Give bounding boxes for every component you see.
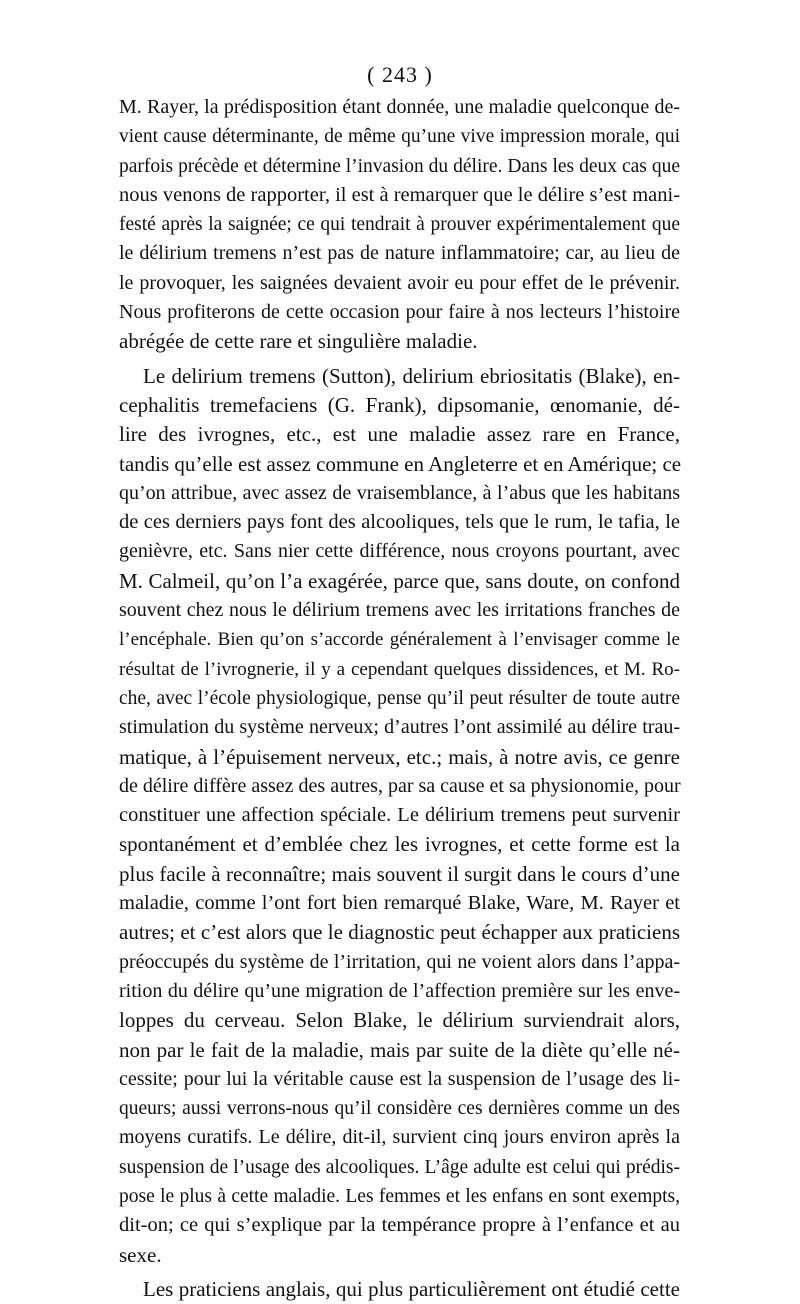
text-line: plus facile à reconnaître; mais souvent il surgit dans le cours d’une bbox=[119, 861, 680, 886]
text-line: souvent chez nous le délirium tremens avec les irritations franches de bbox=[119, 599, 680, 622]
text-line: spontanément et d’emblée chez les ivrognes, et cette forme est la bbox=[119, 832, 680, 857]
text-line: M. Rayer, la prédisposition étant donnée, une maladie quelconque de- bbox=[119, 96, 680, 118]
text-line: abrégée de cette rare et singulière maladie. bbox=[119, 329, 478, 354]
text-line: matique, à l’épuisement nerveux, etc.; mais, à notre avis, ce genre bbox=[119, 744, 680, 769]
text-line: le délirium tremens n’est pas de nature inflammatoire; car, au lieu de bbox=[119, 242, 680, 265]
text-line: festé après la saignée; ce qui tendrait à prouver expérimentalement que bbox=[119, 214, 680, 236]
paragraph-3 bbox=[119, 1275, 680, 1304]
text-line: préoccupés du système de l’irritation, qui ne voient alors dans l’appa- bbox=[119, 950, 680, 973]
text-line: sexe. bbox=[119, 1242, 162, 1267]
text-line: Les praticiens anglais, qui plus particulièrement ont étudié cette bbox=[143, 1276, 680, 1301]
text-line: résultat de l’ivrognerie, il y a cependant quelques dissidences, et M. Ro- bbox=[119, 658, 680, 680]
text-line: de délire diffère assez des autres, par sa cause et sa physionomie, pour bbox=[119, 774, 681, 797]
text-line: constituer une affection spéciale. Le délirium tremens peut survenir bbox=[119, 804, 680, 827]
text-line: autres; et c’est alors que le diagnostic peut échapper aux praticiens bbox=[119, 920, 680, 945]
text-line: queurs; aussi verrons-nous qu’il considère ces dernières comme un des bbox=[119, 1098, 680, 1120]
text-line: tandis qu’elle est assez commune en Angleterre et en Amérique; ce bbox=[119, 451, 682, 476]
text-line: le provoquer, les saignées devaient avoir eu pour effet de le prévenir. bbox=[119, 271, 680, 294]
text-line: maladie, comme l’ont fort bien remarqué Blake, Ware, M. Rayer et bbox=[119, 892, 680, 915]
paragraph-1 bbox=[119, 93, 680, 357]
text-line: qu’on attribue, avec assez de vraisemblance, à l’abus que les habitans bbox=[119, 481, 680, 504]
page-number: ( 243 ) bbox=[367, 62, 433, 87]
text-line: suspension de l’usage des alcooliques. L’âge adulte est celui qui prédis- bbox=[119, 1156, 680, 1178]
text-line: non par le fait de la maladie, mais par suite de la diète qu’elle né- bbox=[119, 1037, 680, 1062]
text-line: l’encéphale. Bien qu’on s’accorde généralement à l’envisager comme le bbox=[119, 629, 680, 651]
text-line: cephalitis tremefaciens (G. Frank), dipsomanie, œnomanie, dé- bbox=[119, 392, 680, 417]
text-line: Le delirium tremens (Sutton), delirium ebriositatis (Blake), en- bbox=[143, 363, 680, 388]
text-line: dit-on; ce qui s’explique par la tempérance propre à l’enfance et au bbox=[119, 1214, 680, 1237]
text-line: cessite; pour lui la véritable cause est la suspension de l’usage des li- bbox=[119, 1067, 680, 1090]
paragraph-2 bbox=[119, 362, 680, 1270]
text-line: de ces derniers pays font des alcooliques, tels que le rum, le tafia, le bbox=[119, 511, 680, 534]
text-line: pose le plus à cette maladie. Les femmes et les enfans en sont exempts, bbox=[119, 1185, 680, 1207]
text-line: parfois précède et détermine l’invasion du délire. Dans les deux cas que bbox=[119, 155, 680, 177]
text-line: che, avec l’école physiologique, pense qu’il peut résulter de toute autre bbox=[119, 687, 680, 709]
text-line: moyens curatifs. Le délire, dit-il, survient cinq jours environ après la bbox=[119, 1126, 680, 1149]
text-line: lire des ivrognes, etc., est une maladie assez rare en France, bbox=[119, 422, 680, 447]
text-line: stimulation du système nerveux; d’autres l’ont assimilé au délire trau- bbox=[119, 716, 680, 739]
text-line: nous venons de rapporter, il est à remarquer que le délire s’est mani- bbox=[119, 183, 681, 206]
text-line: vient cause déterminante, de même qu’une vive impression morale, qui bbox=[119, 126, 680, 148]
body-text bbox=[119, 93, 680, 1304]
text-line: rition du délire qu’une migration de l’affection première sur les enve- bbox=[119, 979, 680, 1002]
text-line: genièvre, etc. Sans nier cette différence, nous croyons pourtant, avec bbox=[119, 540, 680, 563]
text-line: M. Calmeil, qu’on l’a exagérée, parce que, sans doute, on confond bbox=[119, 568, 680, 593]
text-line: loppes du cerveau. Selon Blake, le délirium surviendrait alors, bbox=[119, 1008, 680, 1033]
text-line: Nous profiterons de cette occasion pour faire à nos lecteurs l’histoire bbox=[119, 301, 680, 324]
